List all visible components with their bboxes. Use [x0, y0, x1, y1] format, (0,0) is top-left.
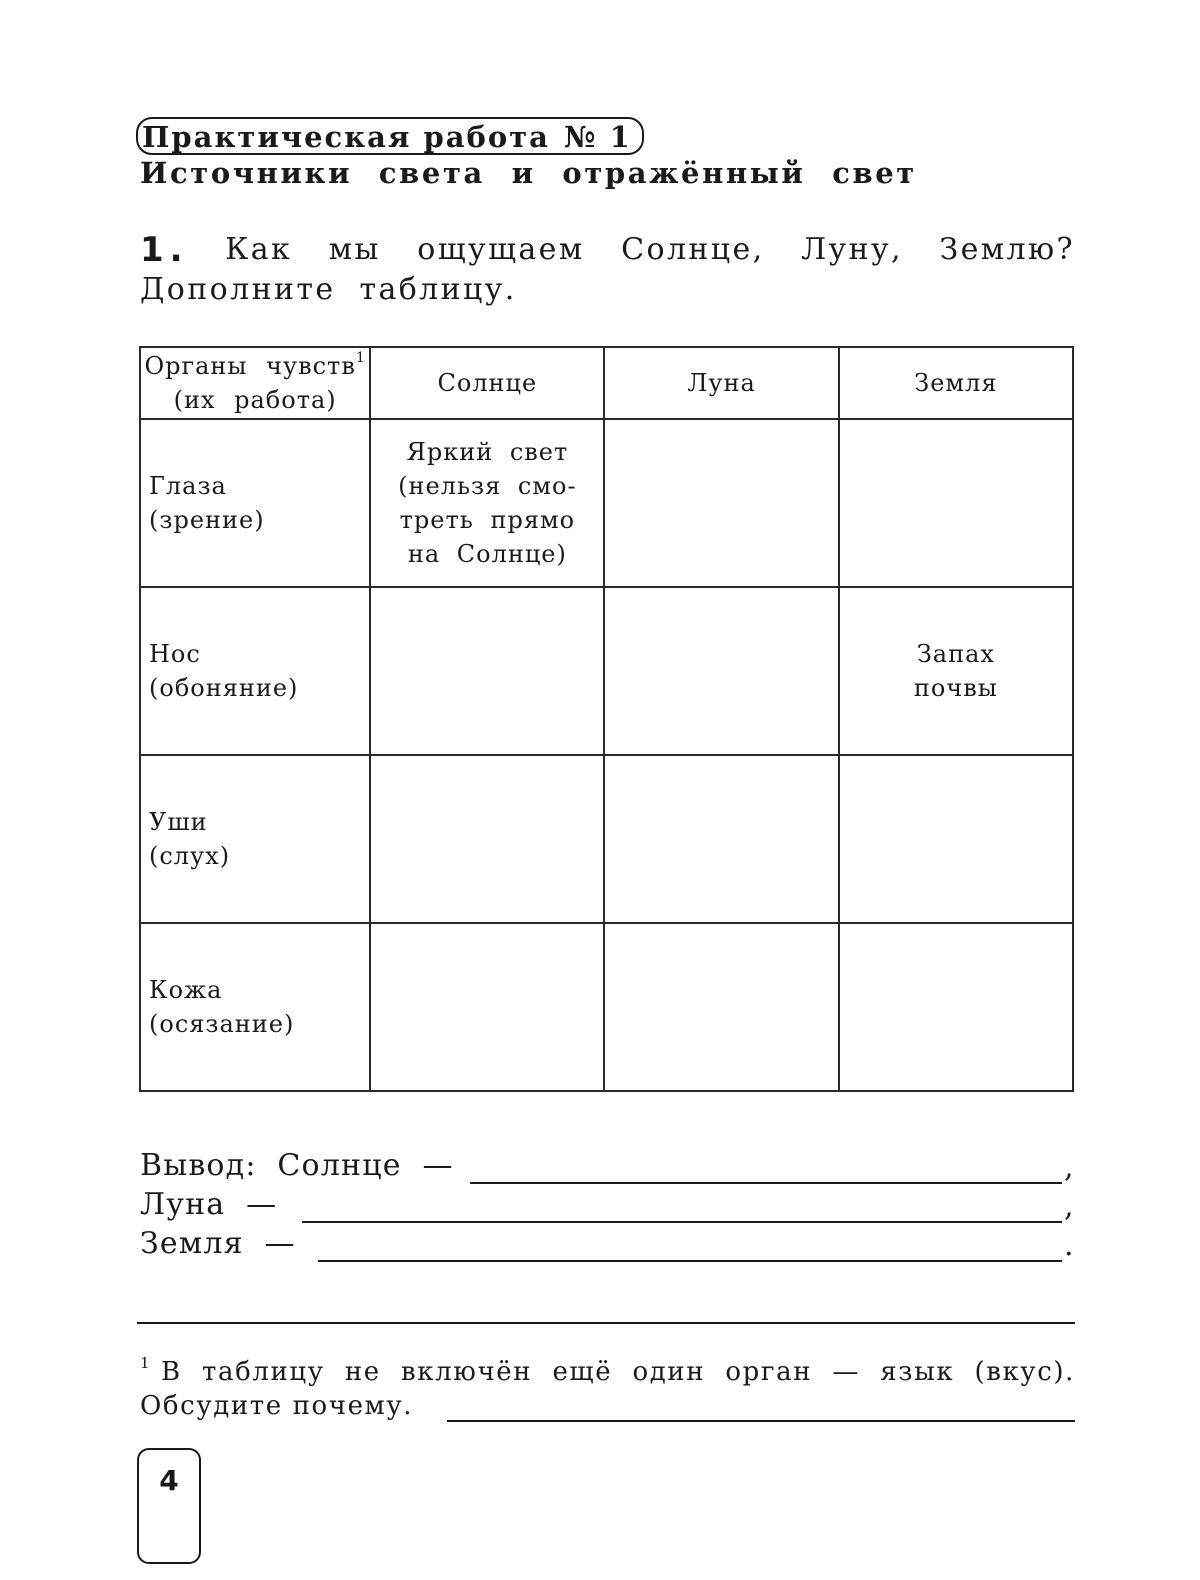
conclusion-earth-label: Земля — [140, 1226, 296, 1261]
task-word: Как [225, 232, 293, 267]
footnote-mark: 1 [355, 350, 366, 366]
answer-cell-sun-eyes[interactable]: Яркий свет (нельзя смо- треть прямо на Солнце) [370, 419, 604, 587]
answer-cell-moon-nose[interactable] [604, 587, 838, 755]
footnote-word: орган [725, 1357, 813, 1387]
answer-cell-earth-eyes[interactable] [839, 419, 1073, 587]
footnote-word: включён [401, 1357, 533, 1387]
column-header-organs: Органы чувств$^1$ (их работа) [140, 347, 370, 419]
answer-cell-sun-ears[interactable] [370, 755, 604, 923]
answer-cell-earth-nose[interactable]: Запах почвы [839, 587, 1073, 755]
answer-cell-moon-skin[interactable] [604, 923, 838, 1091]
organ-cell-skin: Кожа (осязание) [140, 923, 370, 1091]
footnote-question: Обсудите почему. [140, 1391, 414, 1421]
task-1 [140, 230, 1075, 310]
conclusion-earth-period: . [1064, 1228, 1074, 1263]
page-subtitle: Источники света и отражённый свет [140, 156, 917, 190]
footnote-word: язык [880, 1357, 955, 1387]
column-header-moon: Луна [604, 347, 838, 419]
organ-cell-eyes: Глаза (зрение) [140, 419, 370, 587]
practical-work-badge [136, 117, 644, 155]
organ-cell-ears: Уши (слух) [140, 755, 370, 923]
task-number: 1. [140, 230, 189, 270]
practical-work-label: Практическая работа [142, 120, 550, 154]
answer-cell-sun-nose[interactable] [370, 587, 604, 755]
senses-table [139, 346, 1074, 1092]
conclusion-sun-comma: , [1064, 1150, 1074, 1185]
page-number: 4 [137, 1448, 201, 1564]
footnote-word: — [832, 1357, 861, 1387]
column-header-earth: Земля [839, 347, 1073, 419]
footnote-answer-line[interactable] [447, 1420, 1075, 1422]
task-word: ощущаем [417, 232, 585, 267]
conclusion-moon-comma: , [1064, 1189, 1074, 1224]
footnote-divider [137, 1322, 1075, 1324]
conclusion-earth-answer-line[interactable] [318, 1260, 1062, 1262]
footnote-mark: 1 [140, 1354, 152, 1372]
table-row [140, 923, 1073, 1091]
footnote-word: ещё [552, 1357, 613, 1387]
footnote-word: $^1$ В [140, 1354, 182, 1387]
conclusion-moon-label: Луна — [140, 1187, 278, 1222]
column-header-sun: Солнце [370, 347, 604, 419]
answer-cell-earth-ears[interactable] [839, 755, 1073, 923]
answer-cell-moon-eyes[interactable] [604, 419, 838, 587]
task-word: Солнце, [621, 232, 765, 267]
practical-work-number: № 1 [563, 120, 632, 154]
table-header-row [140, 347, 1073, 419]
table-row [140, 419, 1073, 587]
conclusion-sun-answer-line[interactable] [470, 1182, 1062, 1184]
answer-cell-earth-skin[interactable] [839, 923, 1073, 1091]
task-question [140, 230, 1075, 270]
table-row [140, 755, 1073, 923]
conclusion-moon-answer-line[interactable] [302, 1221, 1062, 1223]
footnote-word: (вкус). [974, 1357, 1075, 1387]
task-word: Луну, [801, 232, 903, 267]
conclusion-sun-label: Вывод: Солнце — [140, 1148, 454, 1183]
task-word: Землю? [939, 232, 1075, 267]
task-instruction: Дополните таблицу. [140, 272, 517, 307]
table-row [140, 587, 1073, 755]
footnote-word: один [632, 1357, 706, 1387]
answer-cell-sun-skin[interactable] [370, 923, 604, 1091]
footnote [140, 1355, 1075, 1423]
footnote-line [140, 1355, 1075, 1389]
footnote-word: таблицу [202, 1357, 325, 1387]
organ-cell-nose: Нос (обоняние) [140, 587, 370, 755]
footnote-word: не [344, 1357, 381, 1387]
answer-cell-moon-ears[interactable] [604, 755, 838, 923]
task-word: мы [328, 232, 381, 267]
